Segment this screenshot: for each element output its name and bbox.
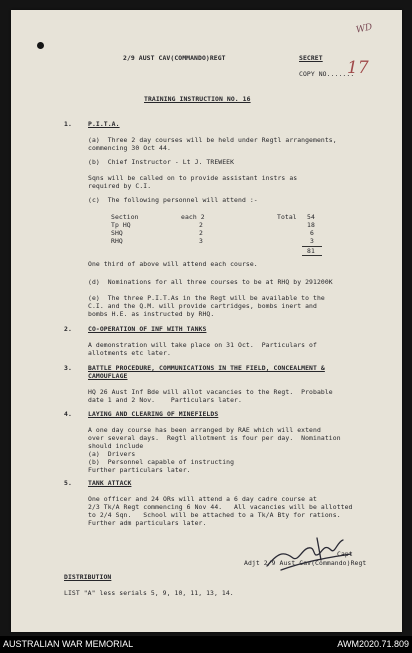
table-cell-total: 3 — [310, 237, 314, 245]
table-cell-each: 2 — [199, 229, 203, 237]
section-4-body: A one day course has been arranged by RAE which will extend over several days. Regtl allotment is four per day. Nomination should include (a) Drivers (b) Personnel capable of instructing Further particulars later. — [88, 426, 341, 474]
signature-block: Adjt 2/9 Aust Cav(Commando)Regt — [244, 559, 367, 567]
table-header-each: each 2 — [181, 213, 205, 221]
corner-handwritten-mark: WD — [355, 22, 374, 36]
section-5-number: 5. — [64, 479, 72, 487]
section-5-heading: TANK ATTACK — [88, 479, 132, 487]
section-1-number: 1. — [64, 120, 72, 128]
sum-rule-bottom — [302, 255, 322, 256]
punch-hole — [37, 42, 44, 49]
section-1-heading: P.I.T.A. — [88, 120, 120, 128]
unit-header: 2/9 AUST CAV(COMMANDO)REGT — [123, 54, 226, 62]
section-3-body: HQ 26 Aust Inf Bde will allot vacancies to the Regt. Probable date 1 and 2 Nov. Particulars later. — [88, 388, 333, 404]
section-1-para-e: (e) The three P.I.T.As in the Regt will be available to the C.I. and the Q.M. will provide cartridges, bombs inert and bombs H.E. as instructed by RHQ. — [88, 294, 325, 318]
section-2-number: 2. — [64, 325, 72, 333]
copy-number-handwritten: 17 — [347, 58, 369, 78]
section-3-heading: BATTLE PROCEDURE, COMMUNICATIONS IN THE FIELD, CONCEALMENT & CAMOUFLAGE — [88, 364, 325, 380]
distribution-heading: DISTRIBUTION — [64, 573, 112, 581]
table-sum: 81 — [307, 247, 315, 255]
table-cell-section: SHQ — [111, 229, 123, 237]
section-1-para-c: (c) The following personnel will attend :- — [88, 196, 258, 204]
section-3-number: 3. — [64, 364, 72, 372]
table-cell-each: 3 — [199, 237, 203, 245]
section-5-body: One officer and 24 ORs will attend a 6 day cadre course at 2/3 Tk/A Regt commencing 6 Nov 44. All vacancies will be allotted to 2/4 Sqn. School will be attached to a Tk/A Bty for rations. Further adm particulars later. — [88, 495, 353, 527]
copy-number-label: COPY NO....... — [299, 70, 355, 78]
table-cell-total: 6 — [310, 229, 314, 237]
secret-marking: SECRET — [299, 54, 323, 62]
section-1-para-d: (d) Nominations for all three courses to be at RHQ by 291200K — [88, 278, 333, 286]
section-4-heading: LAYING AND CLEARING OF MINEFIELDS — [88, 410, 219, 418]
document-page — [11, 10, 402, 632]
section-1-third-note: One third of above will attend each course. — [88, 260, 258, 268]
table-cell-total: 54 — [307, 213, 315, 221]
archive-footer — [0, 636, 412, 653]
table-cell-total: 18 — [307, 221, 315, 229]
table-header-section: Section — [111, 213, 139, 221]
table-cell-each: 2 — [199, 221, 203, 229]
section-2-heading: CO-OPERATION OF INF WITH TANKS — [88, 325, 207, 333]
section-1-para-b: (b) Chief Instructor - Lt J. TREWEEK — [88, 158, 235, 166]
footer-institution: AUSTRALIAN WAR MEMORIAL — [3, 639, 134, 649]
table-header-total: Total — [277, 213, 297, 221]
signature-rank: Capt — [337, 550, 353, 558]
table-cell-section: RHQ — [111, 237, 123, 245]
table-cell-section: Tp HQ — [111, 221, 131, 229]
section-1-para-a: (a) Three 2 day courses will be held under Regtl arrangements, commencing 30 Oct 44. — [88, 136, 337, 152]
document-title: TRAINING INSTRUCTION NO. 16 — [144, 95, 251, 103]
section-2-body: A demonstration will take place on 31 Oct. Particulars of allotments etc later. — [88, 341, 317, 357]
section-4-number: 4. — [64, 410, 72, 418]
distribution-list: LIST "A" less serials 5, 9, 10, 11, 13, 14. — [64, 589, 234, 597]
section-1-para-b-note: Sqns will be called on to provide assistant instrs as required by C.I. — [88, 174, 298, 190]
footer-catalogue-number: AWM2020.71.809 — [337, 639, 409, 649]
